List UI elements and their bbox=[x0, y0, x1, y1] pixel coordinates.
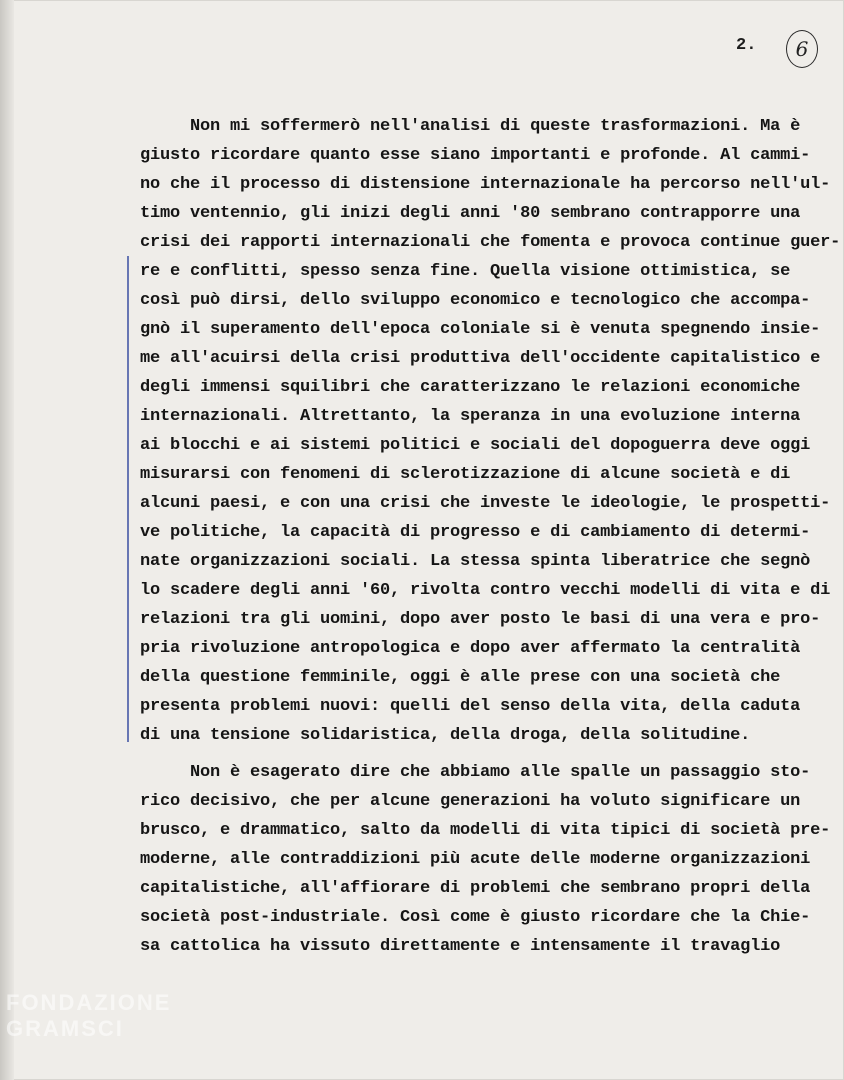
paragraph-gap bbox=[140, 750, 840, 758]
text-line: re e conflitti, spesso senza fine. Quella visione ottimistica, se bbox=[140, 262, 791, 281]
text-line: internazionali. Altrettanto, la speranza in una evoluzione interna bbox=[140, 407, 801, 426]
archive-watermark bbox=[6, 990, 196, 1070]
text-line: me all'acuirsi della crisi produttiva dell'occidente capitalistico e bbox=[140, 349, 821, 368]
text-line: crisi dei rapporti internazionali che fomenta e provoca continue guer- bbox=[140, 233, 841, 252]
text-line: Non è esagerato dire che abbiamo alle spalle un passaggio sto- bbox=[140, 763, 811, 782]
text-line: così può dirsi, dello sviluppo economico e tecnologico che accompa- bbox=[140, 291, 811, 310]
text-line: no che il processo di distensione internazionale ha percorso nell'ul- bbox=[140, 175, 831, 194]
text-line: degli immensi squilibri che caratterizzano le relazioni economiche bbox=[140, 378, 801, 397]
text-line: presenta problemi nuovi: quelli del senso della vita, della caduta bbox=[140, 697, 801, 716]
watermark-line-1: FONDAZIONE bbox=[6, 990, 172, 1015]
text-line: sa cattolica ha vissuto direttamente e intensamente il travaglio bbox=[140, 937, 781, 956]
text-line: ai blocchi e ai sistemi politici e sociali del dopoguerra deve oggi bbox=[140, 436, 811, 455]
scan-edge bbox=[0, 0, 14, 1080]
text-line: lo scadere degli anni '60, rivolta contro vecchi modelli di vita e di bbox=[140, 581, 831, 600]
text-line: giusto ricordare quanto esse siano importanti e profonde. Al cammi- bbox=[140, 146, 811, 165]
text-line: rico decisivo, che per alcune generazioni ha voluto significare un bbox=[140, 792, 801, 811]
text-line: ve politiche, la capacità di progresso e di cambiamento di determi- bbox=[140, 523, 811, 542]
text-line: gnò il superamento dell'epoca coloniale si è venuta spegnendo insie- bbox=[140, 320, 821, 339]
text-line: moderne, alle contraddizioni più acute delle moderne organizzazioni bbox=[140, 850, 811, 869]
watermark-line-2: GRAMSCI bbox=[6, 1016, 124, 1041]
paragraph bbox=[140, 758, 840, 961]
paragraph bbox=[140, 112, 840, 750]
text-line: pria rivoluzione antropologica e dopo aver affermato la centralità bbox=[140, 639, 801, 658]
text-line: di una tensione solidaristica, della droga, della solitudine. bbox=[140, 726, 751, 745]
body-text bbox=[140, 112, 840, 961]
text-line: timo ventennio, gli inizi degli anni '80 sembrano contrapporre una bbox=[140, 204, 801, 223]
text-line: brusco, e drammatico, salto da modelli di vita tipici di società pre- bbox=[140, 821, 831, 840]
margin-annotation-line bbox=[127, 256, 129, 742]
text-line: nate organizzazioni sociali. La stessa spinta liberatrice che segnò bbox=[140, 552, 811, 571]
text-line: della questione femminile, oggi è alle prese con una società che bbox=[140, 668, 781, 687]
text-line: misurarsi con fenomeni di sclerotizzazione di alcune società e di bbox=[140, 465, 791, 484]
text-line: società post-industriale. Così come è giusto ricordare che la Chie- bbox=[140, 908, 811, 927]
page-number: 2. bbox=[736, 36, 757, 55]
text-line: Non mi soffermerò nell'analisi di queste trasformazioni. Ma è bbox=[140, 117, 801, 136]
text-line: capitalistiche, all'affiorare di problemi che sembrano propri della bbox=[140, 879, 811, 898]
text-line: alcuni paesi, e con una crisi che investe le ideologie, le prospetti- bbox=[140, 494, 831, 513]
text-line: relazioni tra gli uomini, dopo aver posto le basi di una vera e pro- bbox=[140, 610, 821, 629]
handwritten-page-mark: 6 bbox=[786, 30, 818, 68]
